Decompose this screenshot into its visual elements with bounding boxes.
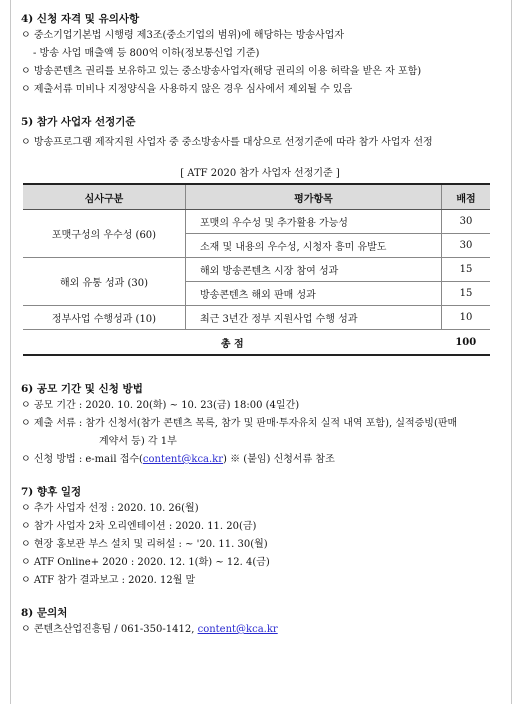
section4-title: 4) 신청 자격 및 유의사항 [21,13,140,25]
selection-criteria-table [23,183,490,356]
score-cell: 15 [442,282,491,306]
contact-prefix: ㅇ 콘텐츠산업진흥팀 / 061-350-1412, [21,624,198,635]
item-cell: 방송콘텐츠 해외 판매 성과 [186,282,442,306]
sec7-line-5: ㅇ ATF 참가 결과보고 : 2020. 12월 말 [21,575,196,586]
table-caption: [ ATF 2020 참가 사업자 선정기준 ] [180,168,340,179]
sec6-documents-cont: 계약서 등) 각 1부 [99,436,177,447]
total-score: 100 [442,330,491,356]
sec7-line-3: ㅇ 현장 홍보관 부스 설치 및 리허설 : ~ '20. 11. 30(월) [21,539,268,550]
contact-email-link[interactable]: content@kca.kr [197,624,278,635]
sec8-contact [21,621,499,639]
sec6-documents: ㅇ 제출 서류 : 참가 신청서(참가 콘텐츠 목록, 참가 및 판매·투자유치 실적 내역 포함), 실적증빙(판매 [21,418,458,429]
section8-title: 8) 문의처 [21,607,68,619]
section5-title: 5) 참가 사업자 선정기준 [21,116,136,128]
sec5-line: ㅇ 방송프로그램 제작지원 사업자 중 중소방송사를 대상으로 선정기준에 따라 참가 사업자 선정 [21,137,433,148]
sec4-line-4: ㅇ 제출서류 미비나 지정양식을 사용하지 않은 경우 심사에서 제외될 수 있음 [21,84,353,95]
item-cell: 최근 3년간 정부 지원사업 수행 성과 [186,306,442,330]
sec7-line-2: ㅇ 참가 사업자 2차 오리엔테이션 : 2020. 11. 20(금) [21,521,257,532]
header-category: 심사구분 [23,184,186,210]
email-link[interactable]: content@kca.kr [142,454,224,465]
score-cell: 10 [442,306,491,330]
table-row [23,210,490,234]
category-cell: 해외 유통 성과 (30) [23,258,186,306]
item-cell: 소재 및 내용의 우수성, 시청자 흥미 유발도 [186,234,442,258]
document-page [10,0,512,704]
table-header-row [23,184,490,210]
method-suffix: ) ※ (붙임) 신청서류 참조 [223,454,335,465]
sec4-line-3: ㅇ 방송콘텐츠 권리를 보유하고 있는 중소방송사업자(해당 권리의 이용 허락을 받은 자 포함) [21,66,422,77]
total-label: 총 점 [23,330,442,356]
header-item: 평가항목 [186,184,442,210]
document-body [21,12,499,639]
sec6-method [21,451,499,469]
score-cell: 30 [442,210,491,234]
score-cell: 15 [442,258,491,282]
sec7-line-1: ㅇ 추가 사업자 선정 : 2020. 10. 26(월) [21,503,199,514]
sec7-line-4: ㅇ ATF Online+ 2020 : 2020. 12. 1(화) ~ 12. 4(금) [21,557,270,568]
sec4-line-1: ㅇ 중소기업기본법 시행령 제3조(중소기업의 범위)에 해당하는 방송사업자 [21,30,345,41]
table-row [23,306,490,330]
section7-title: 7) 향후 일정 [21,486,82,498]
method-prefix: ㅇ 신청 방법 : e-mail 접수( [21,454,143,465]
sec4-line-2: - 방송 사업 매출액 등 800억 이하(정보통신업 기준) [33,48,260,59]
category-cell: 정부사업 수행성과 (10) [23,306,186,330]
sec6-period: ㅇ 공모 기간 : 2020. 10. 20(화) ~ 10. 23(금) 18:00 (4일간) [21,400,300,411]
item-cell: 해외 방송콘텐츠 시장 참여 성과 [186,258,442,282]
score-cell: 30 [442,234,491,258]
header-score: 배점 [442,184,491,210]
section6-title: 6) 공모 기간 및 신청 방법 [21,383,143,395]
table-total-row [23,330,490,356]
item-cell: 포맷의 우수성 및 추가활용 가능성 [186,210,442,234]
table-row [23,258,490,282]
category-cell: 포맷구성의 우수성 (60) [23,210,186,258]
